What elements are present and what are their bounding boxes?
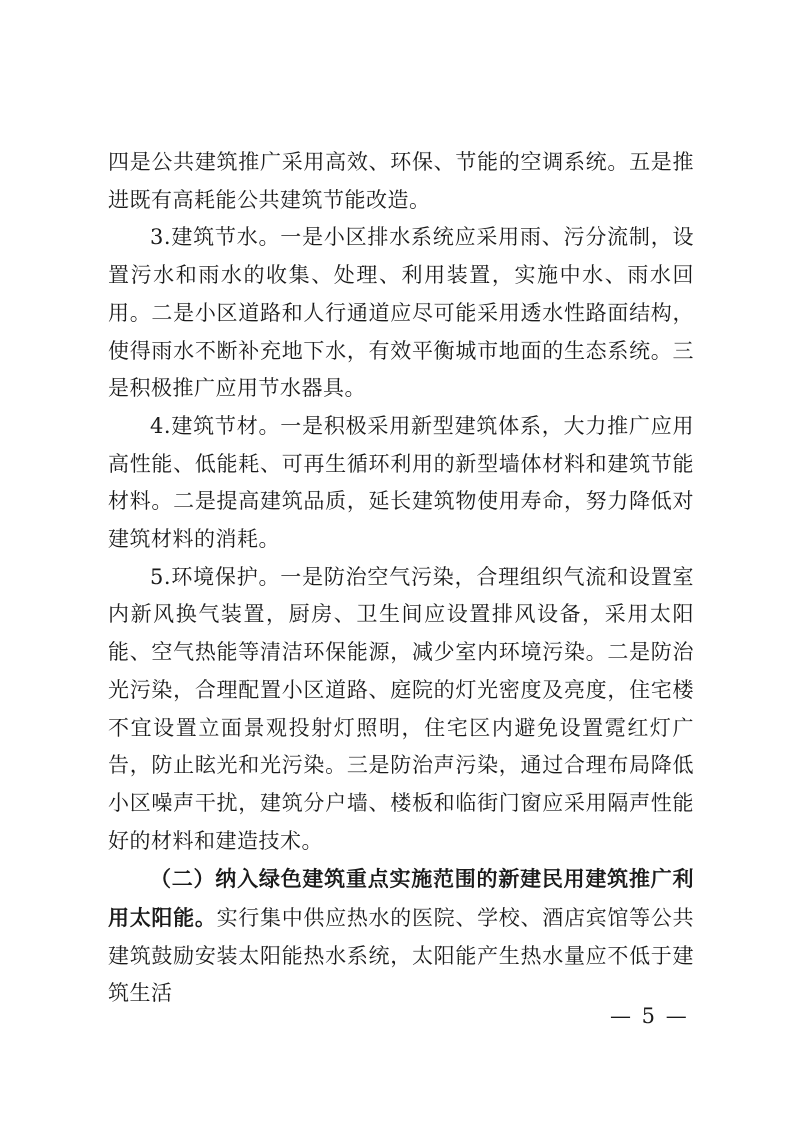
paragraph-water-saving: 3.建筑节水。一是小区排水系统应采用雨、污分流制，设置污水和雨水的收集、处理、利用装置，实施中水、雨水回用。二是小区道路和人行通道应尽可能采用透水性路面结构，使得雨水不断补充地下水，有效平衡城市地面的生态系统。三是积极推广应用节水器具。 <box>108 225 694 401</box>
body-text <box>108 144 694 1013</box>
paragraph-air-conditioning: 四是公共建筑推广采用高效、环保、节能的空调系统。五是推进既有高耗能公共建筑节能改造。 <box>108 150 694 212</box>
paragraph-environmental-protection: 5.环境保护。一是防治空气污染，合理组织气流和设置室内新风换气装置，厨房、卫生间应设置排风设备，采用太阳能、空气热能等清洁环保能源，减少室内环境污染。二是防治光污染，合理配置小区道路、庭院的灯光密度及亮度，住宅楼不宜设置立面景观投射灯照明，住宅区内避免设置霓红灯广告，防止眩光和光污染。三是防治声污染，通过合理布局降低小区噪声干扰，建筑分户墙、楼板和临街门窗应采用隔声性能好的材料和建造技术。 <box>108 564 694 853</box>
section-heading-solar: （二）纳入绿色建筑重点实施范围的新建民用建筑推广利用太阳能。 <box>108 866 694 931</box>
page-number: — 5 — <box>610 1004 689 1028</box>
solar-body-text: 实行集中供应热水的医院、学校、酒店宾馆等公共建筑鼓励安装太阳能热水系统，太阳能产生热水量应不低于建筑生活 <box>108 906 695 1006</box>
paragraph-solar-energy <box>108 860 694 1013</box>
paragraph-material-saving: 4.建筑节材。一是积极采用新型建筑体系，大力推广应用高性能、低能耗、可再生循环利用的新型墙体材料和建筑节能材料。二是提高建筑品质，延长建筑物使用寿命，努力降低对建筑材料的消耗。 <box>108 413 694 552</box>
